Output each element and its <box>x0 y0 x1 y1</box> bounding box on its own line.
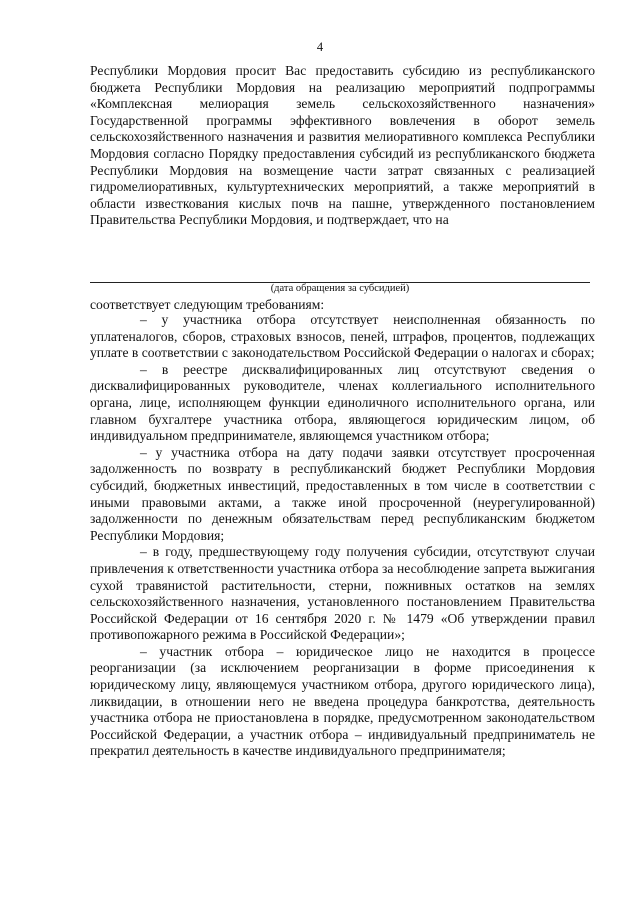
requirement-item: – в реестре дисквалифицированных лиц отсутствуют сведения о дисквалифицированных руководителе, членах коллегиального исполнительного органа, лице, исполняющем функции единоличного исполнительного органа, или главном бухгалтере участника отбора, являющегося юридическим лицом, об индивидуальном предпринимателе, являющемся участником отбора; <box>90 361 595 444</box>
date-caption: (дата обращения за субсидией) <box>270 283 410 294</box>
opening-paragraph: Республики Мордовия просит Вас предоставить субсидию из республиканского бюджета Республики Мордовия на реализацию мероприятий подпрограммы «Комплексная мелиорация земель сельскохозяйственного назначения» Государственной программы эффективного вовлечения в оборот земель сельскохозяйственного назначения и развития мелиоративного комплекса Республики Мордовия согласно Порядку предоставления субсидий из республиканского бюджета Республики Мордовия на возмещение части затрат связанных с реализацией гидромелиоративных, культуртехнических мероприятий, а также мероприятий в области известкования кислых почв на пашне, утвержденного постановлением Правительства Республики Мордовия, и подтверждает, что на <box>90 63 595 228</box>
page-number: 4 <box>316 40 324 54</box>
requirement-item: – у участника отбора отсутствует неисполненная обязанность по уплатеналогов, сборов, страховых взносов, пеней, штрафов, процентов, подлежащих уплате в соответствии с законодательством Российской Федерации о налогах и сборах; <box>90 312 595 361</box>
requirement-item: – участник отбора – юридическое лицо не находится в процессе реорганизации (за исключением реорганизации в форме присоединения к юридическому лицу, являющемуся участником отбора, другого юридического лица), ликвидации, в отношении него не введена процедура банкротства, деятельность участника отбора не приостановлена в порядке, предусмотренном законодательством Российской Федерации, а участник отбора – индивидуальный предприниматель не прекратил деятельность в качестве индивидуального предпринимателя; <box>90 643 595 759</box>
requirements-intro: соответствует следующим требованиям: <box>90 297 325 312</box>
requirement-item: – в году, предшествующему году получения субсидии, отсутствуют случаи привлечения к ответственности участника отбора за несоблюдение запрета выжигания сухой травянистой растительности, стерни, пожнивных остатков на землях сельскохозяйственного назначения, установленного постановлением Правительства Российской Федерации от 16 сентября 2020 г. № 1479 «Об утверждении правил противопожарного режима в Российской Федерации»; <box>90 544 595 643</box>
requirement-item: – у участника отбора на дату подачи заявки отсутствует просроченная задолженность по возврату в республиканский бюджет Республики Мордовия субсидий, бюджетных инвестиций, предоставленных в том числе в соответствии с иными правовыми актами, а также иной просроченной (неурегулированной) задолженности по денежным обязательствам перед республиканским бюджетом Республики Мордовия; <box>90 444 595 543</box>
requirements-list <box>90 312 595 760</box>
